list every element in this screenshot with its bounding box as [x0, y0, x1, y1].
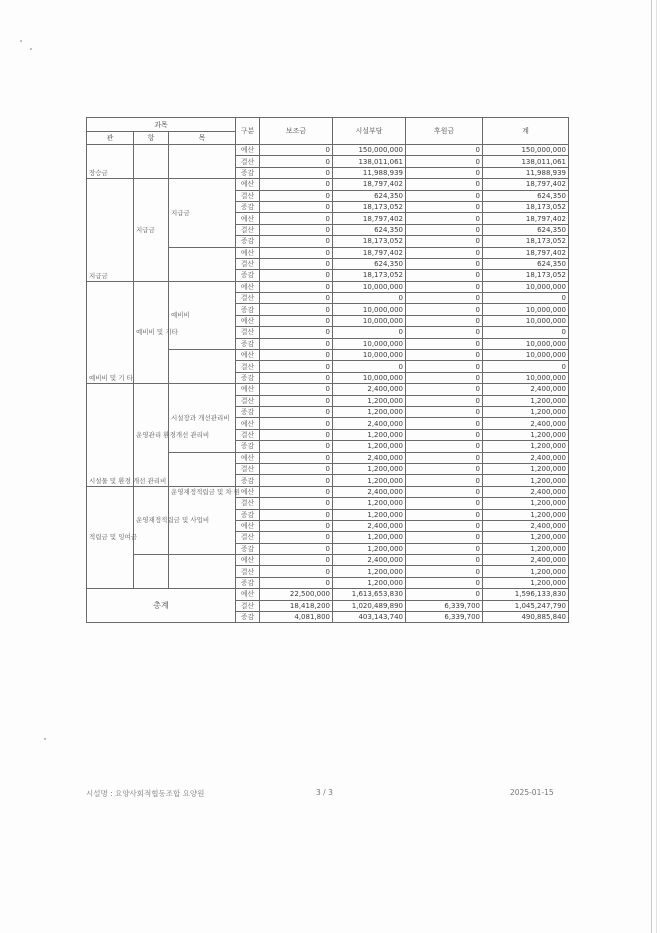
amount-cell: 18,173,052: [333, 201, 406, 212]
table-row: [87, 179, 569, 190]
header-total: 계: [483, 118, 569, 145]
amount-cell: 0: [333, 361, 406, 372]
amount-cell: 0: [406, 486, 483, 497]
amount-cell: 0: [406, 224, 483, 235]
gubun-cell: 증감: [236, 406, 260, 417]
amount-cell: 0: [260, 258, 333, 269]
total-amount-cell: 6,339,700: [406, 600, 483, 611]
amount-cell: 1,200,000: [483, 475, 569, 486]
amount-cell: 1,200,000: [483, 498, 569, 509]
header-subsidy: 보조금: [260, 118, 333, 145]
amount-cell: 1,200,000: [483, 543, 569, 554]
amount-cell: 624,350: [333, 224, 406, 235]
hang-cell: [134, 555, 169, 589]
amount-cell: 0: [260, 247, 333, 258]
mok-cell: [169, 452, 236, 486]
mok-cell: 예비비: [169, 281, 236, 349]
amount-cell: 150,000,000: [333, 145, 406, 156]
header-facility-burden: 시설부담: [333, 118, 406, 145]
amount-cell: 0: [406, 338, 483, 349]
amount-cell: 0: [406, 566, 483, 577]
amount-cell: 2,400,000: [333, 418, 406, 429]
scan-speck: [44, 738, 46, 740]
gubun-cell: 증감: [236, 372, 260, 383]
amount-cell: 10,000,000: [483, 338, 569, 349]
gubun-cell: 결산: [236, 532, 260, 543]
amount-cell: 0: [260, 167, 333, 178]
amount-cell: 1,200,000: [333, 429, 406, 440]
amount-cell: 0: [333, 293, 406, 304]
amount-cell: 10,000,000: [333, 338, 406, 349]
amount-cell: 138,011,061: [333, 156, 406, 167]
gubun-cell: 예산: [236, 350, 260, 361]
amount-cell: 0: [260, 441, 333, 452]
amount-cell: 2,400,000: [483, 555, 569, 566]
gubun-cell: 예산: [236, 213, 260, 224]
amount-cell: 10,000,000: [333, 315, 406, 326]
amount-cell: 0: [260, 509, 333, 520]
amount-cell: 0: [406, 293, 483, 304]
amount-cell: 2,400,000: [333, 555, 406, 566]
total-amount-cell: 1,613,653,830: [333, 589, 406, 600]
amount-cell: 1,200,000: [333, 475, 406, 486]
gubun-cell: 증감: [236, 270, 260, 281]
amount-cell: 2,400,000: [333, 486, 406, 497]
amount-cell: 18,797,402: [333, 247, 406, 258]
amount-cell: 0: [406, 361, 483, 372]
footer-date: 2025-01-15: [510, 788, 554, 797]
table-row: [87, 555, 569, 566]
mok-cell: 운영재정적립금 및 차 원: [169, 486, 236, 554]
gubun-cell: 예산: [236, 452, 260, 463]
gubun-cell: 결산: [236, 361, 260, 372]
amount-cell: 624,350: [483, 258, 569, 269]
amount-cell: 1,200,000: [333, 509, 406, 520]
gwan-cell: 지급금: [87, 179, 134, 282]
amount-cell: 0: [260, 270, 333, 281]
amount-cell: 0: [406, 543, 483, 554]
amount-cell: 0: [406, 418, 483, 429]
table-body: [87, 145, 569, 623]
gubun-cell: 결산: [236, 600, 260, 611]
amount-cell: 0: [260, 566, 333, 577]
gubun-cell: 예산: [236, 486, 260, 497]
amount-cell: 2,400,000: [483, 418, 569, 429]
header-donation: 후원금: [406, 118, 483, 145]
amount-cell: 18,173,052: [333, 270, 406, 281]
amount-cell: 0: [406, 384, 483, 395]
scan-speck: [20, 40, 22, 42]
amount-cell: 10,000,000: [333, 350, 406, 361]
amount-cell: 1,200,000: [333, 406, 406, 417]
amount-cell: 0: [260, 395, 333, 406]
gubun-cell: 결산: [236, 224, 260, 235]
gubun-cell: 증감: [236, 509, 260, 520]
amount-cell: 2,400,000: [333, 520, 406, 531]
amount-cell: 0: [406, 406, 483, 417]
amount-cell: 0: [483, 361, 569, 372]
amount-cell: 0: [406, 258, 483, 269]
amount-cell: 18,173,052: [333, 236, 406, 247]
total-amount-cell: 6,339,700: [406, 612, 483, 623]
mok-cell: [169, 555, 236, 589]
mok-cell: 지급금: [169, 179, 236, 247]
amount-cell: 0: [406, 315, 483, 326]
amount-cell: 0: [260, 406, 333, 417]
total-amount-cell: 0: [406, 589, 483, 600]
gubun-cell: 증감: [236, 338, 260, 349]
gubun-cell: 예산: [236, 179, 260, 190]
amount-cell: 1,200,000: [333, 566, 406, 577]
amount-cell: 624,350: [483, 190, 569, 201]
gubun-cell: 결산: [236, 395, 260, 406]
amount-cell: 1,200,000: [333, 441, 406, 452]
amount-cell: 10,000,000: [483, 372, 569, 383]
amount-cell: 1,200,000: [333, 577, 406, 588]
amount-cell: 150,000,000: [483, 145, 569, 156]
hang-cell: 운영관리 환경개선 관리비: [134, 384, 169, 487]
amount-cell: 1,200,000: [483, 532, 569, 543]
gubun-cell: 예산: [236, 418, 260, 429]
amount-cell: 0: [260, 372, 333, 383]
gubun-cell: 결산: [236, 327, 260, 338]
amount-cell: 11,988,939: [483, 167, 569, 178]
amount-cell: 0: [260, 179, 333, 190]
header-gwan: 관: [87, 132, 134, 145]
amount-cell: 0: [260, 429, 333, 440]
amount-cell: 1,200,000: [333, 498, 406, 509]
amount-cell: 18,797,402: [333, 213, 406, 224]
amount-cell: 2,400,000: [333, 452, 406, 463]
amount-cell: 18,797,402: [483, 213, 569, 224]
gubun-cell: 증감: [236, 201, 260, 212]
mok-cell: [169, 247, 236, 281]
total-amount-cell: 18,418,200: [260, 600, 333, 611]
amount-cell: 0: [406, 395, 483, 406]
gubun-cell: 증감: [236, 577, 260, 588]
gubun-cell: 예산: [236, 520, 260, 531]
amount-cell: 0: [406, 372, 483, 383]
gwan-cell: 시설물 및 환경 개선 관리비: [87, 384, 134, 487]
header-subject: 과목: [87, 118, 236, 132]
amount-cell: 0: [260, 532, 333, 543]
gubun-cell: 증감: [236, 236, 260, 247]
amount-cell: 0: [406, 475, 483, 486]
table-row: [87, 384, 569, 395]
footer-page-number: 3 / 3: [316, 788, 333, 797]
gwan-cell: 예비비 및 기 타: [87, 281, 134, 384]
gubun-cell: 증감: [236, 475, 260, 486]
header-hang: 항: [134, 132, 169, 145]
amount-cell: 1,200,000: [483, 566, 569, 577]
amount-cell: 624,350: [333, 190, 406, 201]
table-row: [87, 145, 569, 156]
amount-cell: 10,000,000: [333, 372, 406, 383]
amount-cell: 0: [406, 532, 483, 543]
amount-cell: 0: [260, 201, 333, 212]
header-gubun: 구분: [236, 118, 260, 145]
gubun-cell: 결산: [236, 293, 260, 304]
amount-cell: 0: [260, 190, 333, 201]
gubun-cell: 결산: [236, 429, 260, 440]
amount-cell: 0: [406, 247, 483, 258]
amount-cell: 18,797,402: [483, 247, 569, 258]
hang-cell: 예비비 및 기타: [134, 281, 169, 384]
page-edge-line: [656, 0, 657, 933]
gubun-cell: 결산: [236, 156, 260, 167]
amount-cell: 624,350: [483, 224, 569, 235]
amount-cell: 0: [260, 384, 333, 395]
scan-speck: [30, 48, 32, 50]
amount-cell: 0: [260, 145, 333, 156]
amount-cell: 0: [260, 463, 333, 474]
amount-cell: 0: [260, 293, 333, 304]
amount-cell: 0: [260, 338, 333, 349]
amount-cell: 0: [260, 452, 333, 463]
total-row: [87, 589, 569, 600]
amount-cell: 1,200,000: [483, 509, 569, 520]
amount-cell: 2,400,000: [483, 520, 569, 531]
amount-cell: 1,200,000: [483, 577, 569, 588]
amount-cell: 0: [406, 179, 483, 190]
amount-cell: 18,797,402: [483, 179, 569, 190]
gubun-cell: 증감: [236, 167, 260, 178]
amount-cell: 0: [406, 350, 483, 361]
amount-cell: 0: [406, 145, 483, 156]
amount-cell: 11,988,939: [333, 167, 406, 178]
total-label: 총계: [87, 589, 236, 623]
gubun-cell: 예산: [236, 384, 260, 395]
amount-cell: 0: [483, 327, 569, 338]
gubun-cell: 결산: [236, 258, 260, 269]
amount-cell: 0: [406, 167, 483, 178]
amount-cell: 1,200,000: [333, 532, 406, 543]
amount-cell: 0: [406, 429, 483, 440]
table-row: [87, 486, 569, 497]
amount-cell: 0: [260, 304, 333, 315]
page-edge-line: [651, 0, 652, 933]
amount-cell: 0: [260, 213, 333, 224]
gubun-cell: 결산: [236, 566, 260, 577]
gubun-cell: 결산: [236, 498, 260, 509]
amount-cell: 0: [260, 418, 333, 429]
amount-cell: 1,200,000: [333, 395, 406, 406]
amount-cell: 2,400,000: [333, 384, 406, 395]
amount-cell: 0: [260, 315, 333, 326]
gubun-cell: 증감: [236, 441, 260, 452]
gubun-cell: 결산: [236, 190, 260, 201]
amount-cell: 0: [406, 577, 483, 588]
gubun-cell: 증감: [236, 304, 260, 315]
amount-cell: 0: [406, 156, 483, 167]
gubun-cell: 결산: [236, 463, 260, 474]
header-mok: 목: [169, 132, 236, 145]
amount-cell: 0: [406, 509, 483, 520]
amount-cell: 0: [260, 498, 333, 509]
total-amount-cell: 4,081,800: [260, 612, 333, 623]
gubun-cell: 증감: [236, 543, 260, 554]
amount-cell: 0: [406, 555, 483, 566]
gwan-cell: 장승금: [87, 145, 134, 179]
amount-cell: 10,000,000: [333, 304, 406, 315]
amount-cell: 1,200,000: [483, 395, 569, 406]
amount-cell: 0: [260, 486, 333, 497]
amount-cell: 10,000,000: [483, 315, 569, 326]
total-amount-cell: 1,020,489,890: [333, 600, 406, 611]
amount-cell: 0: [406, 304, 483, 315]
amount-cell: 2,400,000: [483, 486, 569, 497]
amount-cell: 0: [260, 577, 333, 588]
gubun-cell: 예산: [236, 145, 260, 156]
amount-cell: 1,200,000: [483, 429, 569, 440]
amount-cell: 0: [406, 441, 483, 452]
amount-cell: 0: [406, 327, 483, 338]
amount-cell: 0: [260, 224, 333, 235]
gubun-cell: 예산: [236, 247, 260, 258]
amount-cell: 0: [406, 270, 483, 281]
amount-cell: 0: [333, 327, 406, 338]
amount-cell: 0: [483, 293, 569, 304]
amount-cell: 0: [406, 498, 483, 509]
amount-cell: 0: [260, 475, 333, 486]
gubun-cell: 증감: [236, 612, 260, 623]
amount-cell: 0: [406, 452, 483, 463]
amount-cell: 10,000,000: [483, 281, 569, 292]
total-amount-cell: 403,143,740: [333, 612, 406, 623]
total-amount-cell: 1,045,247,790: [483, 600, 569, 611]
amount-cell: 10,000,000: [483, 350, 569, 361]
amount-cell: 1,200,000: [483, 463, 569, 474]
amount-cell: 0: [406, 281, 483, 292]
total-amount-cell: 490,885,840: [483, 612, 569, 623]
amount-cell: 10,000,000: [483, 304, 569, 315]
amount-cell: 0: [406, 190, 483, 201]
amount-cell: 18,173,052: [483, 236, 569, 247]
table-row: [87, 281, 569, 292]
hang-cell: [134, 145, 169, 179]
amount-cell: 2,400,000: [483, 452, 569, 463]
amount-cell: 0: [260, 281, 333, 292]
amount-cell: 0: [260, 156, 333, 167]
amount-cell: 0: [260, 361, 333, 372]
amount-cell: 10,000,000: [333, 281, 406, 292]
amount-cell: 18,173,052: [483, 270, 569, 281]
gubun-cell: 예산: [236, 589, 260, 600]
amount-cell: 1,200,000: [333, 463, 406, 474]
mok-cell: [169, 145, 236, 179]
amount-cell: 138,011,061: [483, 156, 569, 167]
amount-cell: 1,200,000: [483, 406, 569, 417]
amount-cell: 1,200,000: [333, 543, 406, 554]
amount-cell: 0: [260, 555, 333, 566]
amount-cell: 0: [406, 520, 483, 531]
hang-cell: 운영재정적립금 및 사업비: [134, 486, 169, 554]
amount-cell: 0: [260, 236, 333, 247]
amount-cell: 0: [406, 201, 483, 212]
amount-cell: 0: [260, 520, 333, 531]
budget-settlement-table: [86, 117, 569, 623]
amount-cell: 1,200,000: [483, 441, 569, 452]
amount-cell: 2,400,000: [483, 384, 569, 395]
gubun-cell: 예산: [236, 555, 260, 566]
amount-cell: 0: [406, 213, 483, 224]
total-amount-cell: 22,500,000: [260, 589, 333, 600]
amount-cell: 0: [260, 327, 333, 338]
amount-cell: 18,173,052: [483, 201, 569, 212]
amount-cell: 0: [406, 236, 483, 247]
hang-cell: 지급금: [134, 179, 169, 282]
footer-facility-name: 시설명 : 요양사회적협동조합 요양원: [86, 789, 205, 798]
amount-cell: 0: [406, 463, 483, 474]
amount-cell: 0: [260, 543, 333, 554]
gubun-cell: 예산: [236, 315, 260, 326]
mok-cell: 시설장과 개선관리비: [169, 384, 236, 452]
mok-cell: [169, 350, 236, 384]
amount-cell: 0: [260, 350, 333, 361]
amount-cell: 624,350: [333, 258, 406, 269]
gwan-cell: 적립금 및 잉여금: [87, 486, 134, 589]
total-amount-cell: 1,596,133,830: [483, 589, 569, 600]
gubun-cell: 예산: [236, 281, 260, 292]
amount-cell: 18,797,402: [333, 179, 406, 190]
